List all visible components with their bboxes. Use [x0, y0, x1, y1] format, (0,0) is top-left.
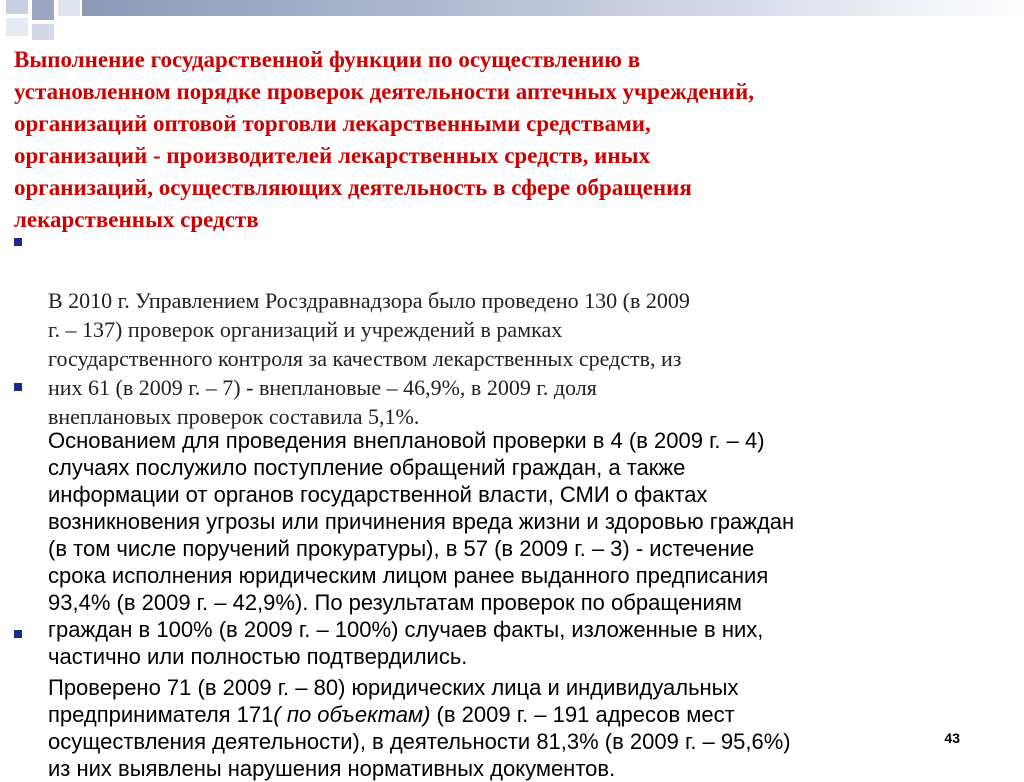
- bullet-text-after: (в 2009 г. – 191 адресов мест осуществления деятельности), в деятельности 81,3% (в 2009 г. – 95,6%) из них выявлены нарушения нормативных документов.: [48, 702, 791, 781]
- bullet-list: [12, 228, 1012, 782]
- bullet-item-violations: [12, 620, 1012, 782]
- slide-title: Выполнение государственной функции по осуществлению в установленном порядке проверок деятельности аптечных учреждений, организаций оптовой торговли лекарственными средствами, организаций - производителей лекарственных средств, иных организаций, осуществляющих деятельность в сфере обращения лекарственных средств: [14, 47, 755, 232]
- decorative-square: [6, 0, 28, 14]
- decorative-square: [32, 0, 54, 20]
- page-number: 43: [944, 730, 960, 746]
- bullet-text-before: Проверено 71 (в 2009 г. – 80) юридических лица и индивидуальных предпринимателя 171: [48, 675, 739, 727]
- bullet-text: Основанием для проведения внеплановой проверки в 4 (в 2009 г. – 4) случаях послужило поступление обращений граждан, а также информации от органов государственной власти, СМИ о фактах возникновения угрозы или причинения вреда жизни и здоровью граждан (в том числе поручений прокуратуры), в 57 (в 2009 г. – 3) - истечение срока исполнения юридическим лицом ранее выданного предписания 93,4% (в 2009 г. – 42,9%). По результатам проверок по обращениям граждан в 100% (в 2009 г. – 100%) случаев факты, изложенные в них, частично или полностью подтвердились.: [48, 428, 795, 669]
- top-gradient-band: [82, 0, 1024, 16]
- decorative-square: [6, 18, 28, 36]
- square-bullet-icon: [14, 383, 22, 391]
- decorative-square: [58, 0, 80, 16]
- decorative-square: [32, 24, 54, 40]
- bullet-item-checks-2010: [12, 228, 1012, 429]
- bullet-text: В 2010 г. Управлением Росздравнадзора было проведено 130 (в 2009 г. – 137) проверок организаций и учреждений в рамках государственного контроля за качеством лекарственных средств, из них 61 (в 2009 г. – 7) - внеплановые – 46,9%, в 2009 г. доля внеплановых проверок составила 5,1%.: [48, 288, 690, 429]
- square-bullet-icon: [14, 238, 22, 246]
- bullet-item-unplanned-grounds: [12, 373, 1012, 669]
- bullet-text-italic: ( по объектам): [273, 702, 431, 727]
- square-bullet-icon: [14, 630, 22, 638]
